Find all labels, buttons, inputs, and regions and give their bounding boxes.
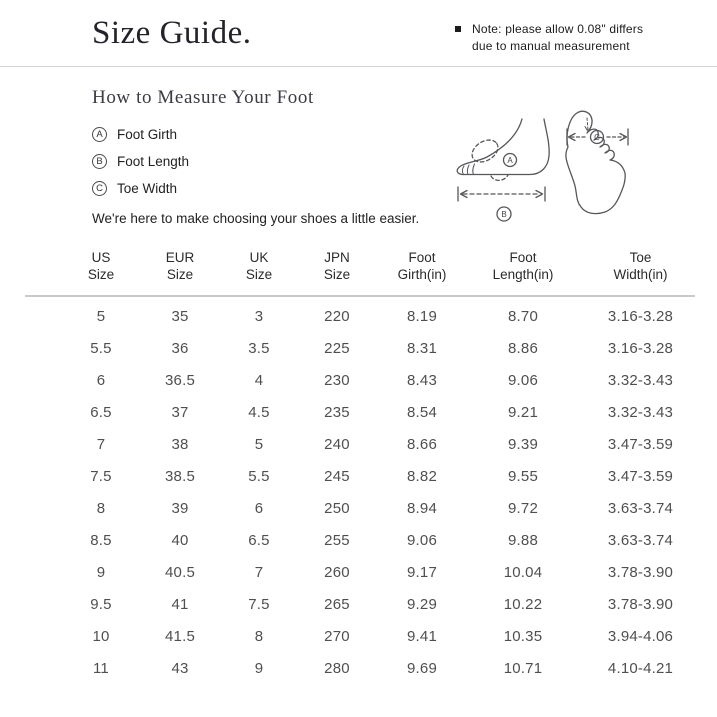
- table-cell: 8.82: [407, 467, 437, 485]
- legend-item-foot-girth: [92, 121, 189, 148]
- table-cell: 37: [171, 403, 189, 421]
- table-cell: 270: [324, 627, 350, 645]
- table-cell: 3.63-3.74: [607, 531, 674, 549]
- table-cell: 43: [171, 659, 189, 677]
- table-cell: 9.88: [508, 531, 538, 549]
- table-cell: 9.55: [508, 467, 538, 485]
- legend-item-foot-length: [92, 148, 189, 175]
- circled-b-icon: B: [92, 154, 107, 169]
- table-cell: 3.63-3.74: [607, 499, 674, 517]
- header-cell-foot: Foot Length(in): [492, 250, 554, 282]
- table-cell: 5.5: [90, 339, 112, 357]
- table-cell: 9.72: [508, 499, 538, 517]
- table-cell: 220: [324, 307, 350, 325]
- legend-item-toe-width: [92, 175, 189, 202]
- table-row: [70, 588, 695, 620]
- table-cell: 9: [254, 659, 264, 677]
- table-cell: 7.5: [248, 595, 270, 613]
- table-cell: 35: [171, 307, 189, 325]
- table-cell: 6.5: [248, 531, 270, 549]
- table-cell: 280: [324, 659, 350, 677]
- square-bullet-icon: [455, 26, 461, 32]
- table-cell: 11: [93, 659, 109, 677]
- circled-a-icon: A: [92, 127, 107, 142]
- diagram-label-b: B: [501, 209, 507, 219]
- header-cell-foot: Foot Girth(in): [397, 250, 447, 282]
- table-row: [70, 524, 695, 556]
- table-cell: 3.78-3.90: [607, 563, 674, 581]
- table-cell: 8.70: [508, 307, 538, 325]
- table-cell: 41: [171, 595, 189, 613]
- legend-label: Toe Width: [117, 181, 178, 196]
- table-cell: 8.94: [407, 499, 437, 517]
- table-cell: 7.5: [90, 467, 112, 485]
- table-cell: 38: [171, 435, 189, 453]
- table-cell: 4: [254, 371, 264, 389]
- table-cell: 8.31: [407, 339, 437, 357]
- table-cell: 7: [254, 563, 264, 581]
- table-cell: 3.47-3.59: [607, 435, 674, 453]
- header-cell-toe: Toe Width(in): [613, 250, 668, 282]
- measure-legend: [92, 121, 189, 202]
- table-cell: 8.86: [508, 339, 538, 357]
- table-cell: 40.5: [165, 563, 195, 581]
- header-cell-jpn: JPN Size: [323, 250, 351, 282]
- table-cell: 255: [324, 531, 350, 549]
- table-row: [70, 332, 695, 364]
- table-cell: 36.5: [165, 371, 195, 389]
- table-cell: 8: [254, 627, 264, 645]
- table-cell: 6.5: [90, 403, 112, 421]
- measurement-note: [455, 21, 643, 55]
- table-cell: 3.16-3.28: [607, 339, 674, 357]
- table-cell: 3.78-3.90: [607, 595, 674, 613]
- table-cell: 8.5: [90, 531, 112, 549]
- table-cell: 8.54: [407, 403, 437, 421]
- diagram-label-c: C: [594, 132, 600, 142]
- table-cell: 3.47-3.59: [607, 467, 674, 485]
- table-cell: 4.5: [248, 403, 270, 421]
- table-cell: 10: [92, 627, 110, 645]
- legend-label: Foot Girth: [117, 127, 178, 142]
- table-cell: 3.32-3.43: [607, 371, 674, 389]
- table-cell: 3.5: [248, 339, 270, 357]
- table-cell: 3.32-3.43: [607, 403, 674, 421]
- table-cell: 9.06: [508, 371, 538, 389]
- note-line-2: due to manual measurement: [472, 39, 630, 53]
- table-cell: 10.71: [503, 659, 543, 677]
- table-cell: 39: [171, 499, 189, 517]
- table-cell: 240: [324, 435, 350, 453]
- diagram-label-a: A: [507, 155, 513, 165]
- table-cell: 3.16-3.28: [607, 307, 674, 325]
- table-row: [70, 364, 695, 396]
- table-cell: 4.10-4.21: [607, 659, 674, 677]
- table-cell: 8.66: [407, 435, 437, 453]
- table-row: [70, 396, 695, 428]
- table-cell: 10.35: [503, 627, 543, 645]
- table-cell: 9.39: [508, 435, 538, 453]
- table-cell: 9.41: [407, 627, 437, 645]
- size-table-body: [70, 300, 695, 684]
- table-cell: 40: [171, 531, 189, 549]
- table-cell: 5: [254, 435, 264, 453]
- circled-c-icon: C: [92, 181, 107, 196]
- header-cell-uk: UK Size: [245, 250, 273, 282]
- table-cell: 260: [324, 563, 350, 581]
- table-cell: 7: [96, 435, 106, 453]
- side-foot-illustration: [457, 119, 549, 175]
- table-header-divider: [25, 295, 695, 297]
- note-line-1: Note: please allow 0.08" differs: [472, 22, 644, 36]
- table-cell: 8: [96, 499, 106, 517]
- sole-foot-illustration: [566, 111, 625, 213]
- table-cell: 225: [324, 339, 350, 357]
- table-cell: 9: [96, 563, 106, 581]
- table-cell: 8.19: [407, 307, 437, 325]
- table-cell: 230: [324, 371, 350, 389]
- table-cell: 3.94-4.06: [607, 627, 674, 645]
- table-cell: 10.04: [503, 563, 543, 581]
- table-cell: 10.22: [503, 595, 543, 613]
- table-row: [70, 556, 695, 588]
- table-cell: 9.69: [407, 659, 437, 677]
- header-divider: [0, 66, 717, 67]
- table-cell: 250: [324, 499, 350, 517]
- table-cell: 265: [324, 595, 350, 613]
- table-row: [70, 652, 695, 684]
- table-cell: 8.43: [407, 371, 437, 389]
- table-cell: 245: [324, 467, 350, 485]
- table-cell: 41.5: [165, 627, 195, 645]
- table-cell: 9.5: [90, 595, 112, 613]
- table-cell: 5: [96, 307, 106, 325]
- table-cell: 235: [324, 403, 350, 421]
- tagline: We're here to make choosing your shoes a little easier.: [92, 211, 420, 226]
- table-cell: 6: [254, 499, 264, 517]
- table-cell: 9.21: [508, 403, 538, 421]
- measure-heading: How to Measure Your Foot: [92, 87, 314, 108]
- header-cell-us: US Size: [87, 250, 115, 282]
- page-title: Size Guide.: [92, 15, 252, 51]
- table-cell: 9.06: [407, 531, 437, 549]
- table-cell: 9.17: [407, 563, 437, 581]
- table-cell: 38.5: [165, 467, 195, 485]
- table-cell: 3: [254, 307, 264, 325]
- legend-label: Foot Length: [117, 154, 190, 169]
- table-cell: 5.5: [248, 467, 270, 485]
- table-cell: 36: [171, 339, 189, 357]
- size-table-header: [70, 249, 695, 283]
- table-row: [70, 300, 695, 332]
- table-cell: 9.29: [407, 595, 437, 613]
- table-cell: 6: [96, 371, 106, 389]
- table-row: [70, 620, 695, 652]
- foot-measurement-diagram: [437, 103, 647, 240]
- header-cell-eur: EUR Size: [165, 250, 195, 282]
- table-row: [70, 460, 695, 492]
- table-row: [70, 492, 695, 524]
- table-row: [70, 428, 695, 460]
